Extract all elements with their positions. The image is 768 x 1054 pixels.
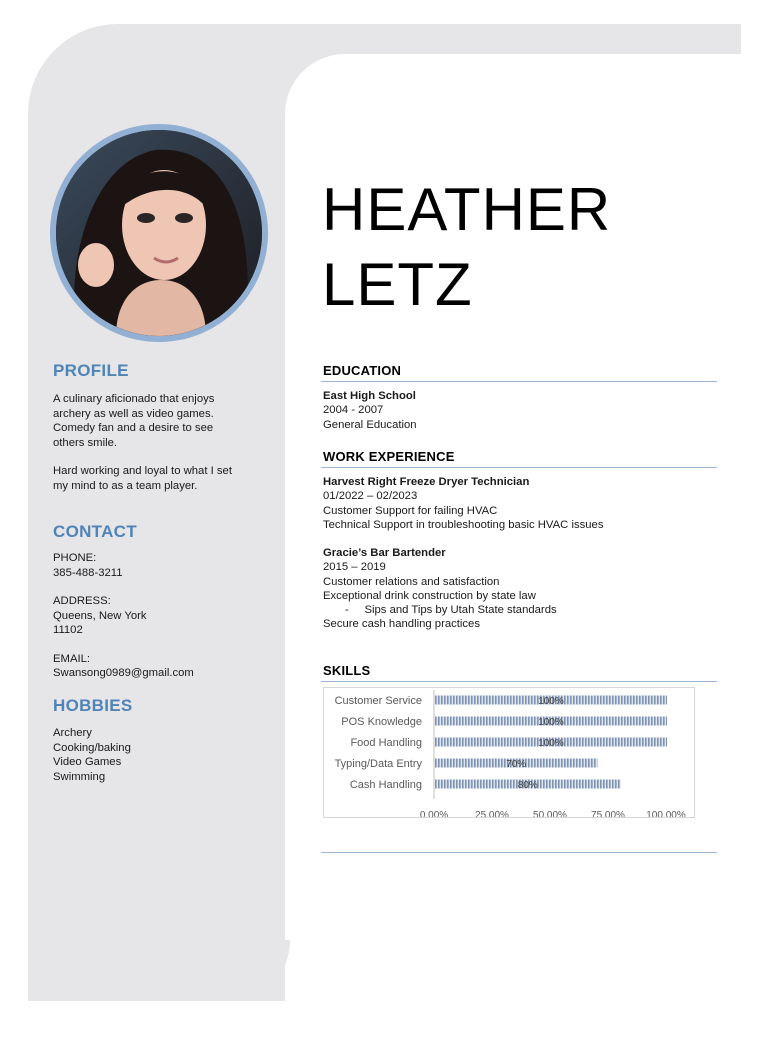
profile-heading: PROFILE: [53, 361, 129, 380]
hobby-item: Swimming: [53, 770, 106, 783]
hobby-item: Video Games: [53, 756, 122, 768]
job-duty: Customer relations and satisfaction: [323, 575, 500, 588]
email-label: EMAIL:: [53, 652, 91, 665]
job-dates: 01/2022 – 02/2023: [323, 490, 418, 503]
chart-tick-label: 25.00%: [475, 810, 509, 817]
education-degree: General Education: [323, 418, 417, 431]
name-last: LETZ: [322, 251, 473, 318]
job-duty: Customer Support for failing HVAC: [323, 504, 498, 517]
contact-details: [53, 551, 268, 681]
chart-data-label: 100%: [538, 738, 564, 749]
chart-category-label: Typing/Data Entry: [334, 758, 422, 770]
profile-text-line: A culinary aficionado that enjoys: [53, 393, 215, 405]
address-line: Queens, New York: [53, 609, 147, 622]
address-line: 11102: [53, 624, 83, 636]
chart-category-label: Customer Service: [334, 695, 422, 707]
chart-tick-label: 100.00%: [646, 810, 686, 817]
profile-text-line: others smile.: [53, 436, 118, 449]
job-duty: Exceptional drink construction by state law: [323, 589, 536, 602]
chart-tick-label: 50.00%: [533, 810, 567, 817]
skills-heading: SKILLS: [323, 663, 371, 678]
address-label: ADDRESS:: [53, 595, 111, 607]
email-value[interactable]: Swansong0989@gmail.com: [53, 667, 194, 679]
job-dates: 2015 – 2019: [323, 561, 386, 574]
job-duty: Technical Support in troubleshooting basic HVAC issues: [323, 518, 604, 531]
avatar: [56, 130, 262, 336]
chart-data-label: 100%: [538, 696, 564, 707]
chart-data-label: 100%: [538, 717, 564, 728]
chart-category-label: Food Handling: [350, 737, 422, 749]
job-title: Harvest Right Freeze Dryer Technician: [323, 476, 530, 488]
job-title: Gracie’s Bar Bartender: [323, 547, 446, 559]
chart-tick-label: 0.00%: [419, 810, 449, 817]
profile-text-line: Hard working and loyal to what I set: [53, 465, 232, 477]
job-entry: [323, 475, 713, 532]
work-heading: WORK EXPERIENCE: [323, 449, 455, 464]
phone-value: 385-488-3211: [53, 566, 123, 579]
chart-data-label: 70%: [506, 759, 527, 770]
phone-label: PHONE:: [53, 552, 97, 564]
skills-chart: [323, 687, 695, 818]
hobbies-heading: HOBBIES: [53, 696, 133, 715]
job-duty: Secure cash handling practices: [323, 618, 480, 631]
skills-chart-svg: [324, 688, 694, 817]
name-first: HEATHER: [322, 176, 612, 243]
profile-text-line: archery as well as video games.: [53, 407, 214, 420]
hobby-item: Cooking/baking: [53, 741, 131, 754]
school-name: East High School: [323, 390, 416, 402]
section-divider: [321, 467, 717, 468]
education-years: 2004 - 2007: [323, 404, 384, 417]
education-entry: [323, 389, 713, 432]
bullet-dash: -: [345, 604, 349, 617]
chart-category-label: POS Knowledge: [341, 716, 422, 728]
hobbies-list: [53, 726, 268, 784]
profile-text-line: my mind to as a team player.: [53, 479, 198, 492]
chart-category-label: Cash Handling: [349, 779, 422, 791]
job-entry: [323, 546, 713, 632]
profile-text-line: Comedy fan and a desire to see: [53, 422, 214, 434]
avatar-frame: [50, 124, 268, 342]
chart-data-label: 80%: [517, 780, 538, 791]
contact-heading: CONTACT: [53, 522, 137, 541]
hobby-item: Archery: [53, 727, 92, 739]
profile-summary: [53, 392, 268, 493]
section-divider: [321, 381, 717, 382]
chart-tick-label: 75.00%: [591, 810, 625, 817]
profile-photo: [56, 130, 262, 336]
section-divider: [321, 681, 717, 682]
job-bullet-text: Sips and Tips by Utah State standards: [364, 604, 557, 617]
education-heading: EDUCATION: [323, 363, 402, 378]
section-divider: [321, 852, 717, 853]
job-bullet: [323, 603, 713, 617]
